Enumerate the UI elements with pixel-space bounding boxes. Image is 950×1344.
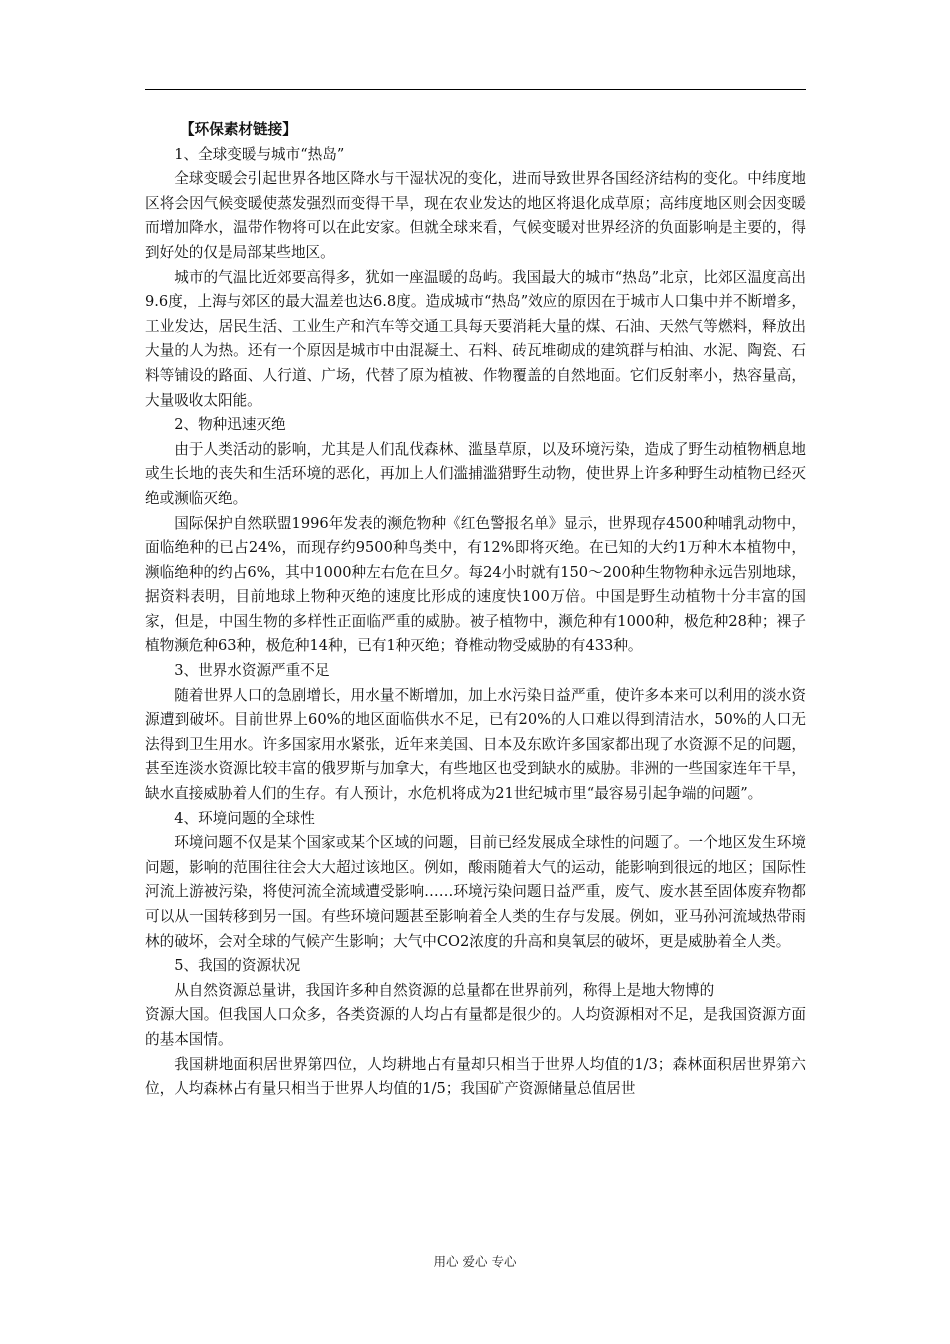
section-1-paragraph-2: 城市的气温比近郊要高得多，犹如一座温暖的岛屿。我国最大的城市“热岛”北京，比郊区温度高出9.6度，上海与郊区的最大温差也达6.8度。造成城市“热岛”效应的原因在于城市人口集中并不断增多，工业发达，居民生活、工业生产和汽车等交通工具每天要消耗大量的煤、石油、天然气等燃料，释放出大量的人为热。还有一个原因是城市中由混凝土、石料、砖瓦堆砌成的建筑群与柏油、水泥、陶瓷、石料等铺设的路面、人行道、广场，代替了原为植被、作物覆盖的自然地面。它们反射率小，热容量高，大量吸收太阳能。 bbox=[145, 268, 806, 409]
section-4-paragraph-1: 环境问题不仅是某个国家或某个区域的问题，目前已经发展成全球性的问题了。一个地区发生环境问题，影响的范围往往会大大超过该地区。例如，酸雨随着大气的运动，能影响到很远的地区；国际性河流上游被污染，将使河流全流域遭受影响……环境污染问题日益严重，废气、废水甚至固体废弃物都可以从一国转移到另一国。有些环境问题甚至影响着全人类的生存与发展。例如，亚马孙河流域热带雨林的破坏，会对全球的气候产生影响；大气中CO2浓度的升高和臭氧层的破坏，更是威胁着全人类。 bbox=[145, 834, 806, 950]
section-5-paragraph-1: 从自然资源总量讲，我国许多种自然资源的总量都在世界前列，称得上是地大物博的 bbox=[174, 981, 715, 999]
section-heading-2: 2、物种迅速灭绝 bbox=[174, 416, 286, 434]
document-title: 【环保素材链接】 bbox=[180, 121, 297, 138]
section-heading-4: 4、环境问题的全球性 bbox=[174, 809, 315, 827]
section-5-paragraph-2: 资源大国。但我国人口众多，各类资源的人均占有量都是很少的。人均资源相对不足，是我国资源方面的基本国情。 bbox=[145, 1006, 806, 1048]
document-body bbox=[145, 118, 806, 1102]
section-heading-1: 1、全球变暖与城市“热岛” bbox=[174, 145, 345, 163]
section-heading-5: 5、我国的资源状况 bbox=[174, 957, 301, 975]
header-rule bbox=[145, 89, 806, 90]
section-5-paragraph-3: 我国耕地面积居世界第四位，人均耕地占有量却只相当于世界人均值的1/3；森林面积居世界第六位，人均森林占有量只相当于世界人均值的1/5；我国矿产资源储量总值居世 bbox=[145, 1055, 806, 1098]
section-3-paragraph-1: 随着世界人口的急剧增长，用水量不断增加，加上水污染日益严重，使许多本来可以利用的淡水资源遭到破坏。目前世界上60%的地区面临供水不足，已有20%的人口难以得到清洁水，50%的人口无法得到卫生用水。许多国家用水紧张，近年来美国、日本及东欧许多国家都出现了水资源不足的问题，甚至连淡水资源比较丰富的俄罗斯与加拿大，有些地区也受到缺水的威胁。非洲的一些国家连年干旱，缺水直接威胁着人们的生存。有人预计，水危机将成为21世纪城市里“最容易引起争端的问题”。 bbox=[145, 686, 806, 803]
page-footer: 用心 爱心 专心 bbox=[433, 1254, 517, 1269]
section-2-paragraph-1: 由于人类活动的影响，尤其是人们乱伐森林、滥垦草原，以及环境污染，造成了野生动植物栖息地或生长地的丧失和生活环境的恶化，再加上人们滥捕滥猎野生动物，使世界上许多种野生动植物已经灭绝或濒临灭绝。 bbox=[145, 440, 806, 507]
section-1-paragraph-1: 全球变暖会引起世界各地区降水与干湿状况的变化，进而导致世界各国经济结构的变化。中纬度地区将会因气候变暖使蒸发强烈而变得干旱，现在农业发达的地区将退化成草原；高纬度地区则会因变暖而增加降水，温带作物将可以在此安家。但就全球来看，气候变暖对世界经济的负面影响是主要的，得到好处的仅是局部某些地区。 bbox=[145, 170, 806, 261]
section-2-paragraph-2: 国际保护自然联盟1996年发表的濒危物种《红色警报名单》显示，世界现存4500种哺乳动物中，面临绝种的已占24%，而现存约9500种鸟类中，有12%即将灭绝。在已知的大约1万种木本植物中，濒临绝种的约占6%，其中1000种左右危在旦夕。每24小时就有150～200种生物物种永远告别地球，据资料表明，目前地球上物种灭绝的速度比形成的速度快100万倍。中国是野生动植物十分丰富的国家，但是，中国生物的多样性正面临严重的威胁。被子植物中，濒危种有1000种，极危种28种；裸子植物濒危种63种，极危种14种，已有1种灭绝；脊椎动物受威胁的有433种。 bbox=[145, 514, 806, 655]
section-heading-3: 3、世界水资源严重不足 bbox=[174, 662, 330, 680]
